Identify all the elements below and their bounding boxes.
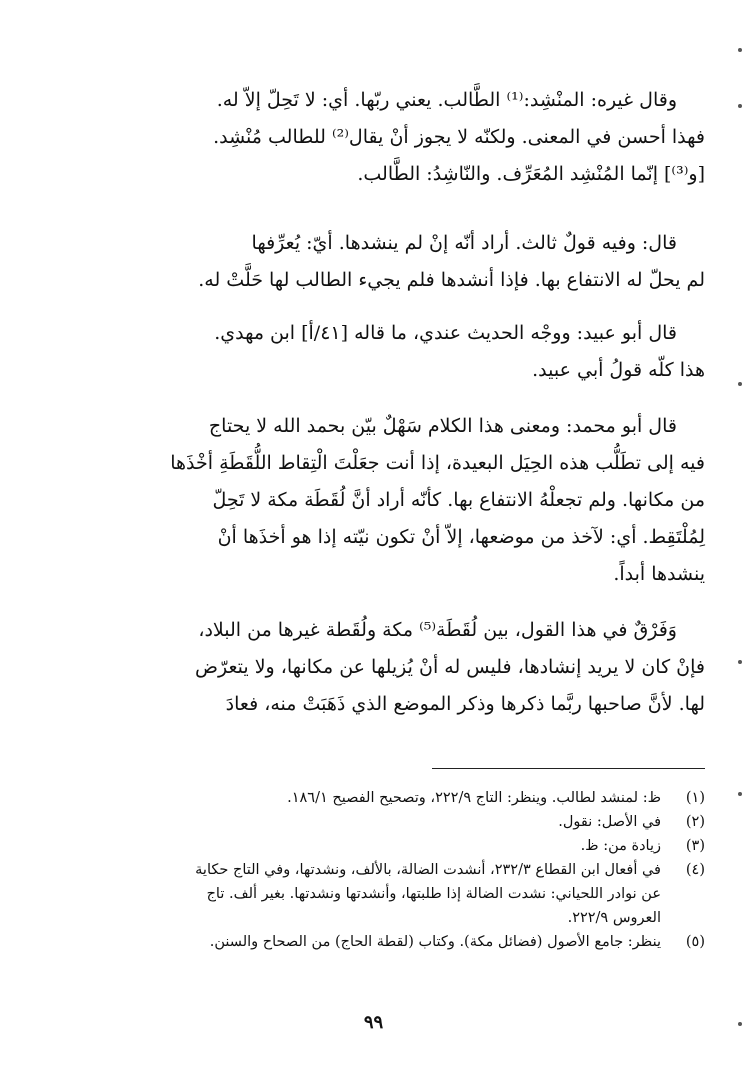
paragraph-line: هذا كلّه قولُ أبي عبيد. <box>532 359 705 381</box>
footnote-2 <box>70 810 705 834</box>
paragraph-line: فيه إلى تطَلُّب هذه الحِيَل البعيدة، إذا أنت جعَلْتَ الْتِقاط اللُّقَطَةِ أخْذَها <box>170 452 705 474</box>
scan-mark <box>738 104 742 108</box>
scan-mark <box>738 660 742 664</box>
body-paragraph-1 <box>80 82 705 193</box>
paragraph-line: من مكانها. ولم تجعلْهُ الانتفاع بها. كأنّه أراد أنَّ لُقَطَة مكة لا تَحِلّ <box>212 489 705 511</box>
paragraph-line: فإنْ كان لا يريد إنشادها، فليس له أنْ يُزيلها عن مكانها، ولا يتعرّض <box>195 656 705 678</box>
footnote-line: العروس ٢٢٢/٩. <box>567 910 661 926</box>
footnote-number: (٥) <box>685 934 705 950</box>
paragraph-line: وَفَرْقٌ في هذا القول، بين لُقَطَة⁽⁵⁾ مكة ولُقَطة غيرها من البلاد، <box>198 619 677 641</box>
footnote-separator <box>432 768 705 769</box>
footnote-text <box>70 930 661 954</box>
footnote-number: (٢) <box>685 814 705 830</box>
footnote-number: (١) <box>685 790 705 806</box>
footnote-line: في الأصل: نقول. <box>558 814 661 830</box>
footnote-line: في أفعال ابن القطاع ٢٣٢/٣، أنشدت الضالة، بالألف، ونشدتها، وفي التاج حكاية <box>195 862 661 878</box>
paragraph-line: ينشدها أبداً. <box>613 563 705 585</box>
body-paragraph-3 <box>80 315 705 389</box>
paragraph-line: وقال غيره: المنْشِد:⁽¹⁾ الطَّالب. يعني ربّها. أي: لا تَحِلّ إلاّ له. <box>216 89 677 111</box>
footnote-1 <box>70 786 705 810</box>
footnote-line: ظ: لمنشد لطالب. وينظر: التاج ٢٢٢/٩، وتصحيح الفصيح ١٨٦/١. <box>287 790 661 806</box>
footnote-line: عن نوادر اللحياني: نشدت الضالة إذا طلبتها، وأنشدتها ونشدتها. بغير ألف. تاج <box>206 886 661 902</box>
footnote-4 <box>70 858 705 930</box>
paragraph-line: [و⁽³⁾] إنّما المُنْشِد المُعَرِّف. والنّاشِدُ: الطَّالب. <box>357 163 705 185</box>
paragraph-line: قال أبو محمد: ومعنى هذا الكلام سَهْلٌ بيّن بحمد الله لا يحتاج <box>208 415 677 437</box>
scan-mark <box>738 382 742 386</box>
scan-mark <box>738 792 742 796</box>
footnote-5 <box>70 930 705 954</box>
body-paragraph-2 <box>80 225 705 299</box>
footnote-line: زيادة من: ظ. <box>580 838 661 854</box>
footnote-line: ينظر: جامع الأصول (فضائل مكة). وكتاب (لقطة الحاج) من الصحاح والسنن. <box>209 934 661 950</box>
page-number: ٩٩ <box>363 1012 384 1033</box>
body-paragraph-5 <box>80 612 705 723</box>
paragraph-line: لم يحلّ له الانتفاع بها. فإذا أنشدها فلم يجيء الطالب لها حَلَّتْ له. <box>198 269 705 291</box>
footnote-number: (٤) <box>685 862 705 878</box>
paragraph-line: قال: وفيه قولٌ ثالث. أراد أنّه إنْ لم ينشدها. أيّ: يُعرِّفها <box>251 232 677 254</box>
paragraph-line: لها. لأنَّ صاحبها ربَّما ذكرها وذكر الموضع الذي ذَهَبَتْ منه، فعادَ <box>225 693 705 715</box>
footnote-text <box>70 810 661 834</box>
paragraph-line: فهذا أحسن في المعنى. ولكنّه لا يجوز أنْ يقال⁽²⁾ للطالب مُنْشِد. <box>213 126 705 148</box>
scan-mark <box>738 1022 742 1026</box>
paragraph-line: لِمُلْتَقِط. أي: لآخذ من موضعها، إلاّ أنْ تكون نيّته إذا هو أخذَها أنْ <box>217 526 705 548</box>
footnote-text <box>70 834 661 858</box>
scan-mark <box>738 48 742 52</box>
footnote-text <box>70 858 661 930</box>
footnote-text <box>70 786 661 810</box>
footnotes <box>70 786 705 954</box>
paragraph-line: قال أبو عبيد: ووجْه الحديث عندي، ما قاله [٤١/أ] ابن مهدي. <box>214 322 677 344</box>
footnote-number: (٣) <box>685 838 705 854</box>
body-paragraph-4 <box>80 408 705 593</box>
footnote-3 <box>70 834 705 858</box>
